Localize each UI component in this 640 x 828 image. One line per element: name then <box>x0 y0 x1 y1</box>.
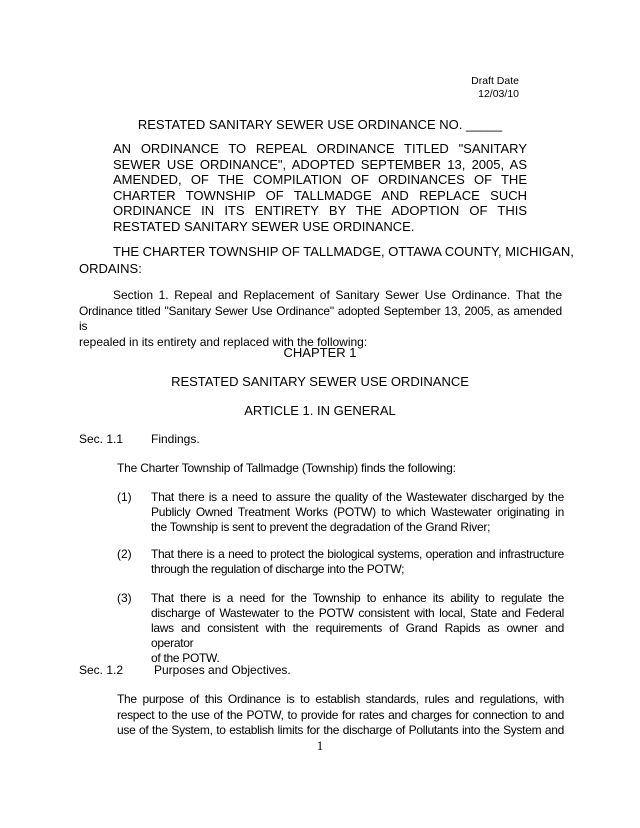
chapter-number: CHAPTER 1 <box>283 345 357 360</box>
purposes-paragraph <box>117 692 564 739</box>
section-1-paragraph <box>79 288 562 350</box>
preamble-line: ORDINANCE IN ITS ENTIRETY BY THE ADOPTION OF THIS <box>113 203 527 218</box>
section-1-line: repealed in its entirety and replaced with the following: <box>79 334 368 349</box>
draft-date-value: 12/03/10 <box>478 88 519 100</box>
draft-date-label: Draft Date <box>471 75 519 87</box>
ordains-line: THE CHARTER TOWNSHIP OF TALLMADGE, OTTAWA COUNTY, MICHIGAN, <box>113 244 574 259</box>
findings-intro: The Charter Township of Tallmadge (Township) finds the following: <box>117 461 456 475</box>
list-item-line: That there is a need to protect the biological systems, operation and infrastructure <box>151 547 564 561</box>
section-1-line: Ordinance titled "Sanitary Sewer Use Ordinance" adopted September 13, 2005, as amended is <box>79 303 562 333</box>
preamble-line: AN ORDINANCE TO REPEAL ORDINANCE TITLED "SANITARY <box>113 141 527 156</box>
list-item-number: (3) <box>117 591 132 605</box>
paragraph-line: The purpose of this Ordinance is to establish standards, rules and regulations, with <box>117 692 564 706</box>
section-1-line: Section 1. Repeal and Replacement of Sanitary Sewer Use Ordinance. That the <box>113 288 562 302</box>
list-item-number: (1) <box>117 490 132 504</box>
preamble <box>113 141 527 234</box>
list-item-line: That there is a need to assure the quality of the Wastewater discharged by the <box>151 490 564 504</box>
preamble-line: AMENDED, OF THE COMPILATION OF ORDINANCES OF THE <box>113 172 527 187</box>
preamble-line: SEWER USE ORDINANCE", ADOPTED SEPTEMBER 13, 2005, AS <box>113 156 527 172</box>
list-item-line: That there is a need for the Township to enhance its ability to regulate the <box>151 591 564 605</box>
draft-date-block <box>420 75 519 101</box>
list-item-line: laws and consistent with the requirements of Grand Rapids as owner and operator <box>151 621 564 650</box>
section-heading: Findings. <box>151 432 200 446</box>
list-item-line: Publicly Owned Treatment Works (POTW) to which Wastewater originating in <box>151 505 564 519</box>
list-item-line: discharge of Wastewater to the POTW consistent with local, State and Federal <box>151 606 564 620</box>
list-item <box>151 490 564 535</box>
paragraph-line: respect to the use of the POTW, to provide for rates and charges for connection to and <box>117 707 564 722</box>
section-number: Sec. 1.1 <box>79 432 124 446</box>
list-item-number: (2) <box>117 547 132 561</box>
list-item <box>151 591 564 666</box>
paragraph-line: use of the System, to establish limits for the discharge of Pollutants into the System and <box>117 723 564 737</box>
page-number: 1 <box>316 738 324 753</box>
preamble-line: CHARTER TOWNSHIP OF TALLMADGE AND REPLACE SUCH <box>113 187 527 203</box>
list-item-line: through the regulation of discharge into the POTW; <box>151 562 405 576</box>
preamble-line: RESTATED SANITARY SEWER USE ORDINANCE. <box>113 218 415 234</box>
section-heading: Purposes and Objectives. <box>154 663 291 677</box>
chapter-title: RESTATED SANITARY SEWER USE ORDINANCE <box>171 374 469 389</box>
article-heading: ARTICLE 1. IN GENERAL <box>244 403 396 418</box>
list-item-line: the Township is sent to prevent the degradation of the Grand River; <box>151 520 491 534</box>
ordains-line: ORDAINS: <box>79 261 142 276</box>
list-item-line: of the POTW. <box>151 651 220 665</box>
section-number: Sec. 1.2 <box>79 663 124 677</box>
ordinance-title: RESTATED SANITARY SEWER USE ORDINANCE NO. _____ <box>137 117 503 132</box>
list-item <box>151 547 564 577</box>
